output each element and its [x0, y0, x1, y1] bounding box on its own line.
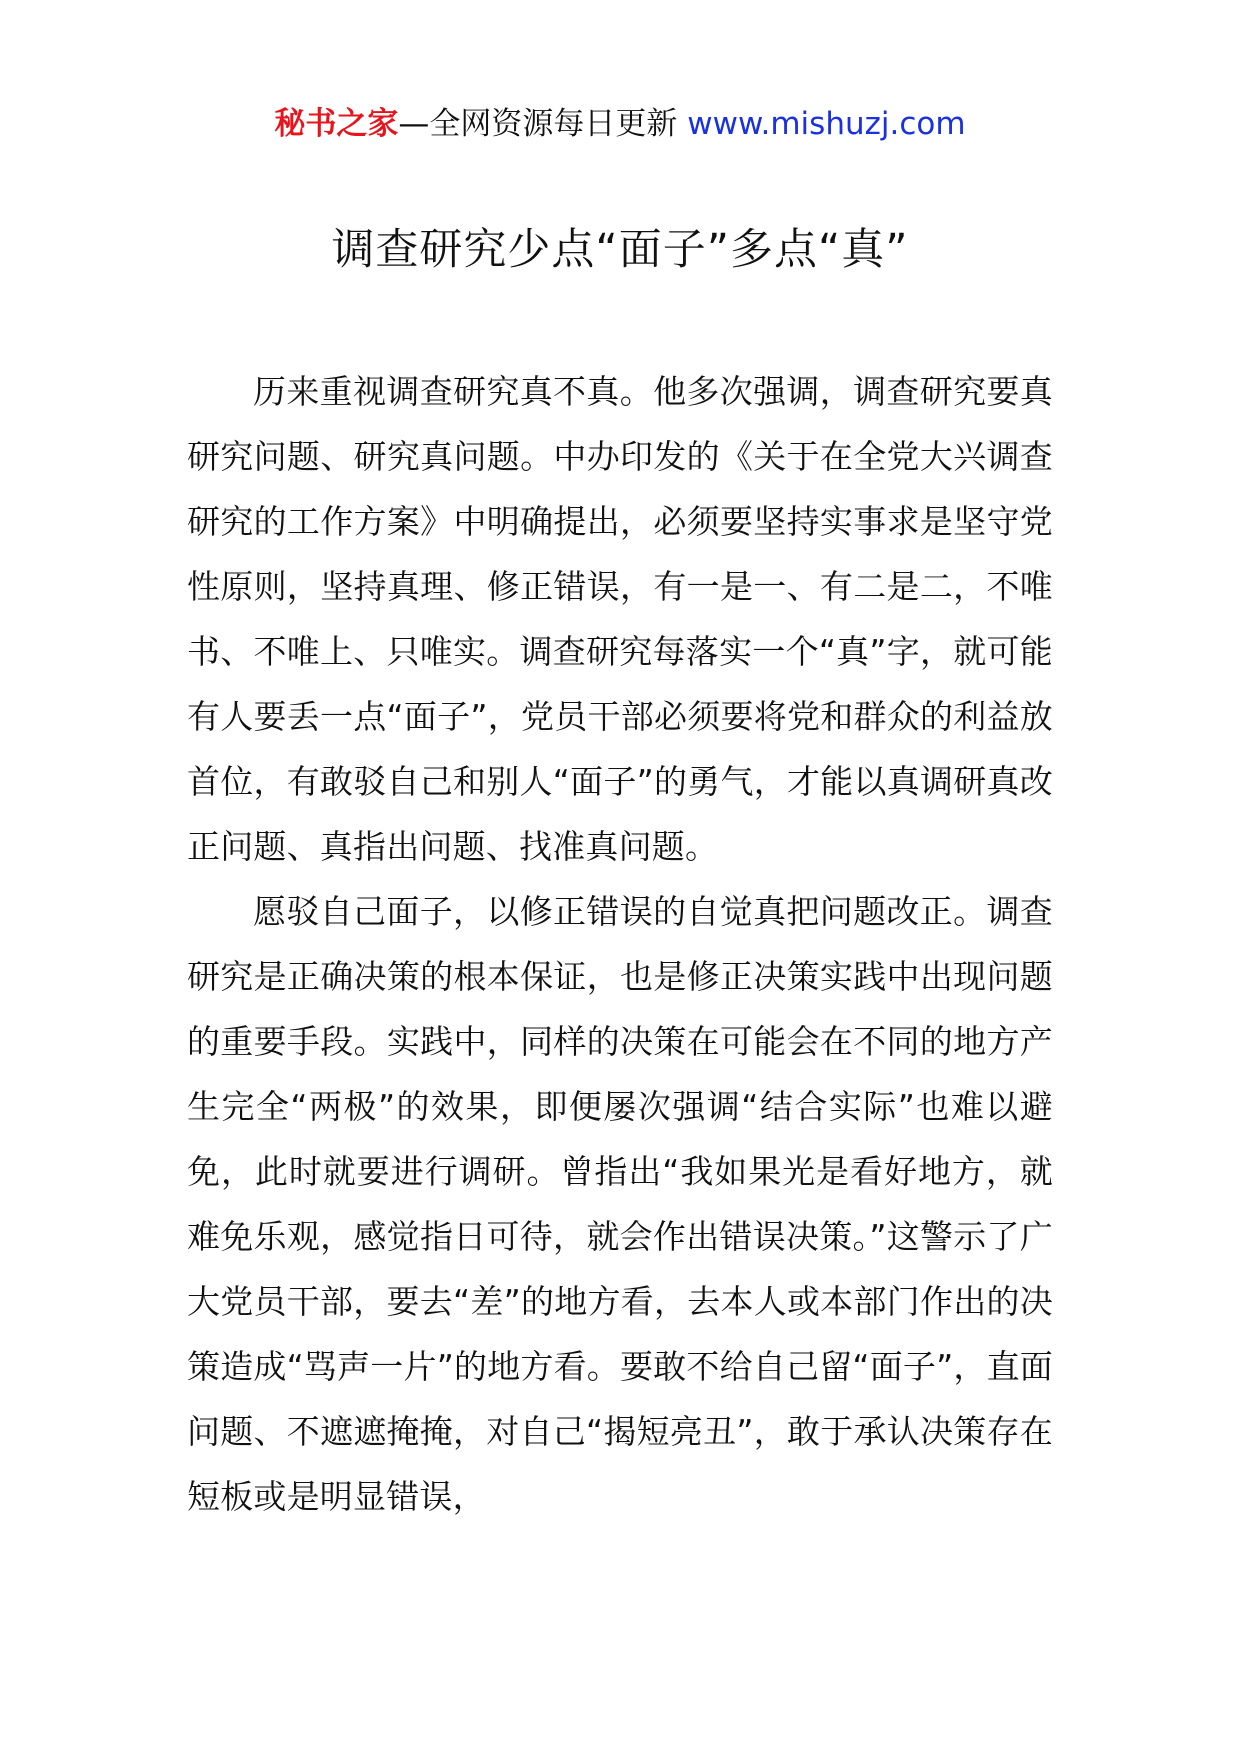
document-body	[187, 359, 1053, 1529]
paragraph-1: 历来重视调查研究真不真。他多次强调，调查研究要真研究问题、研究真问题。中办印发的《关于在全党大兴调查研究的工作方案》中明确提出，必须要坚持实事求是坚守党性原则，坚持真理、修正错误，有一是一、有二是二，不唯书、不唯上、只唯实。调查研究每落实一个“真”字，就可能有人要丢一点“面子”，党员干部必须要将党和群众的利益放首位，有敢驳自己和别人“面子”的勇气，才能以真调研真改正问题、真指出问题、找准真问题。	[187, 372, 1053, 866]
brand-name: 秘书之家	[274, 106, 399, 142]
document-title: 调查研究少点“面子”多点“真”	[331, 225, 909, 275]
paragraph-2: 愿驳自己面子，以修正错误的自觉真把问题改正。调查研究是正确决策的根本保证，也是修正决策实践中出现问题的重要手段。实践中，同样的决策在可能会在不同的地方产生完全“两极”的效果，即便屡次强调“结合实际”也难以避免，此时就要进行调研。曾指出“我如果光是看好地方，就难免乐观，感觉指日可待，就会作出错误决策。”这警示了广大党员干部，要去“差”的地方看，去本人或本部门作出的决策造成“骂声一片”的地方看。要敢不给自己留“面子”，直面问题、不遮遮掩掩，对自己“揭短亮丑”，敢于承认决策存在短板或是明显错误，	[187, 892, 1053, 1516]
site-url-link[interactable]: www.mishuzj.com	[687, 106, 966, 142]
header-tagline: —全网资源每日更新	[398, 106, 678, 142]
site-header	[0, 102, 1240, 146]
